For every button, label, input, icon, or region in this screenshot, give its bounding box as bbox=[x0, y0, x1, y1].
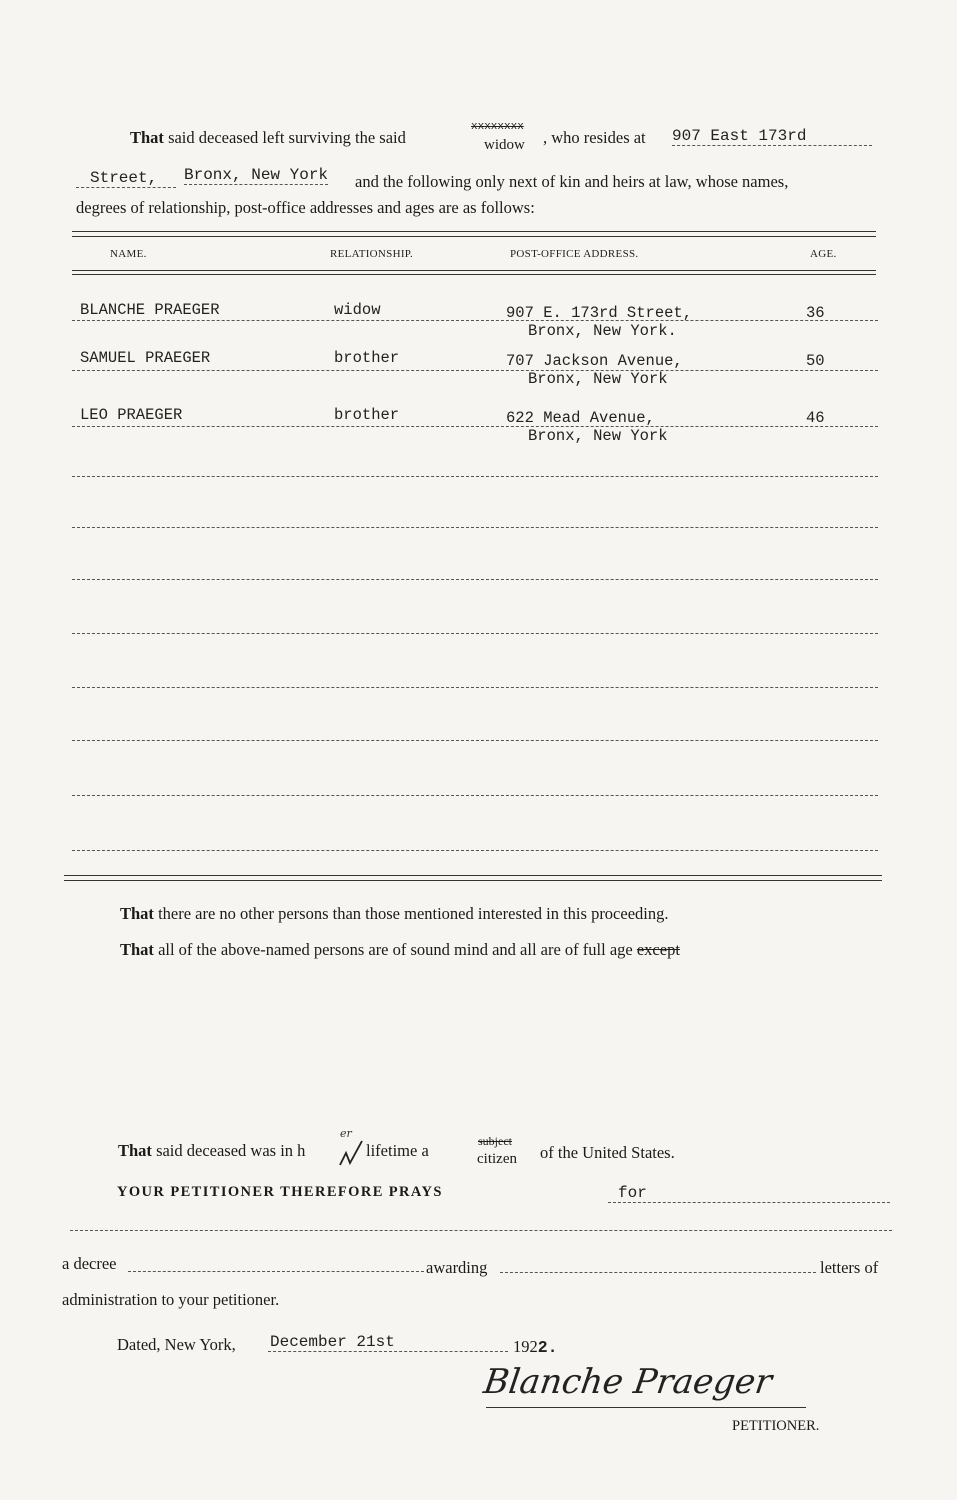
struck-subject: subject bbox=[478, 1134, 512, 1148]
struck-word: xxxxxxxx bbox=[471, 121, 524, 133]
dated-label: Dated, New York, bbox=[117, 1335, 236, 1354]
row1-name: BLANCHE PRAEGER bbox=[80, 301, 220, 319]
para-sound-mind: That all of the above-named persons are of sound mind and all are of full age except bbox=[120, 940, 680, 959]
blank-rule bbox=[72, 527, 878, 528]
header-rule-2 bbox=[72, 274, 876, 275]
table-bottom-rule bbox=[64, 875, 882, 876]
header-name: NAME. bbox=[110, 248, 147, 260]
lifetime-text-2: lifetime a bbox=[366, 1141, 429, 1160]
blank-rule bbox=[72, 579, 878, 580]
intro-text-4: degrees of relationship, post-office addresses and ages are as follows: bbox=[76, 198, 535, 217]
row3-name: LEO PRAEGER bbox=[80, 406, 183, 424]
table-top-rule-2 bbox=[72, 236, 876, 237]
intro-text-1: said deceased left surviving the said bbox=[168, 128, 406, 147]
row2-name: SAMUEL PRAEGER bbox=[80, 349, 211, 367]
row1-rule bbox=[72, 320, 878, 321]
blank-rule bbox=[72, 740, 878, 741]
lifetime-mark: er bbox=[340, 1127, 352, 1140]
row2-address-1: 707 Jackson Avenue, bbox=[506, 352, 683, 370]
decree-label: a decree bbox=[62, 1254, 117, 1273]
row1-address-2: Bronx, New York. bbox=[528, 322, 677, 340]
petitioner-label: PETITIONER. bbox=[732, 1418, 820, 1434]
para-no-other-persons: That there are no other persons than those mentioned interested in this proceeding. bbox=[120, 904, 669, 923]
residence-street: Street, bbox=[76, 169, 176, 188]
prayer-for: for bbox=[608, 1184, 890, 1203]
blank-rule bbox=[72, 795, 878, 796]
row3-address-1: 622 Mead Avenue, bbox=[506, 409, 655, 427]
row1-address-1: 907 E. 173rd Street, bbox=[506, 304, 693, 322]
intro-text-3: and the following only next of kin and heirs at law, whose names, bbox=[355, 172, 789, 191]
administration-text: administration to your petitioner. bbox=[62, 1290, 280, 1309]
header-address: POST-OFFICE ADDRESS. bbox=[510, 248, 639, 260]
blank-rule bbox=[72, 633, 878, 634]
row2-rule bbox=[72, 370, 878, 371]
letters-of-label: letters of bbox=[820, 1258, 879, 1277]
residence-line-1: 907 East 173rd bbox=[672, 127, 872, 146]
row3-address-2: Bronx, New York bbox=[528, 427, 668, 445]
petitioner-signature: Blanche Praeger bbox=[481, 1362, 775, 1402]
lifetime-text-3: of the United States. bbox=[540, 1143, 675, 1162]
inserted-citizen: citizen bbox=[477, 1151, 517, 1167]
row3-relationship: brother bbox=[334, 406, 400, 424]
para-lifetime: That said deceased was in h bbox=[118, 1141, 306, 1160]
row2-address-2: Bronx, New York bbox=[528, 370, 668, 388]
row3-rule bbox=[72, 426, 878, 427]
signature-underline bbox=[486, 1407, 806, 1408]
header-relationship: RELATIONSHIP. bbox=[330, 248, 414, 260]
intro-line-1 bbox=[130, 128, 406, 148]
dated-date: December 21st bbox=[268, 1333, 508, 1352]
that-label: That bbox=[130, 128, 164, 147]
intro-text-2: , who resides at bbox=[543, 128, 646, 147]
inserted-word: widow bbox=[484, 137, 525, 153]
row2-relationship: brother bbox=[334, 349, 400, 367]
check-mark-icon bbox=[338, 1139, 364, 1169]
row1-age: 36 bbox=[806, 304, 825, 322]
table-top-rule bbox=[72, 231, 876, 232]
decree-rule bbox=[128, 1271, 424, 1272]
awarding-rule bbox=[500, 1272, 816, 1273]
awarding-label: awarding bbox=[426, 1258, 488, 1277]
row3-age: 46 bbox=[806, 409, 825, 427]
blank-rule bbox=[72, 476, 878, 477]
row1-relationship: widow bbox=[334, 301, 381, 319]
dated-year: 1922. bbox=[513, 1337, 558, 1357]
residence-city: Bronx, New York bbox=[184, 166, 329, 184]
prayer-heading: YOUR PETITIONER THEREFORE PRAYS bbox=[117, 1184, 443, 1200]
blank-rule bbox=[72, 850, 878, 851]
header-rule bbox=[72, 270, 876, 271]
row2-age: 50 bbox=[806, 352, 825, 370]
table-bottom-rule-2 bbox=[64, 880, 882, 881]
header-age: AGE. bbox=[810, 248, 837, 260]
blank-rule bbox=[72, 687, 878, 688]
prayer-blank-rule bbox=[70, 1230, 892, 1231]
